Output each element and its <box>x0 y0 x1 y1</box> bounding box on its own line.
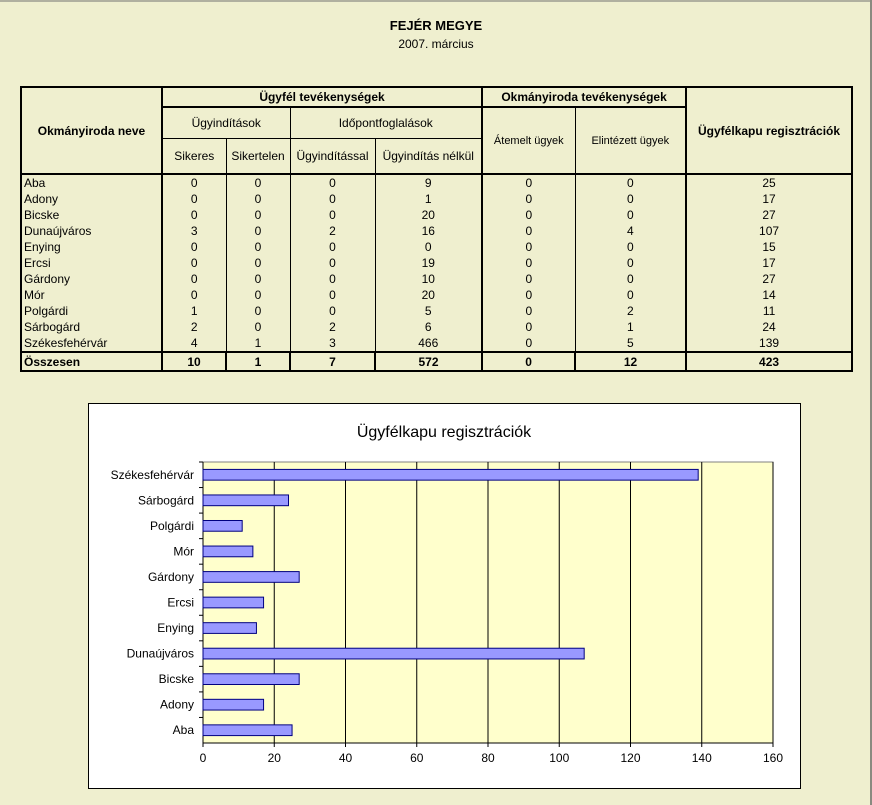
row-cell: 0 <box>482 223 575 239</box>
page-subtitle: 2007. március <box>398 37 474 51</box>
row-cell: 0 <box>226 207 290 223</box>
row-cell: 0 <box>226 271 290 287</box>
row-cell: 466 <box>375 335 482 352</box>
total-cell: 10 <box>162 352 226 371</box>
total-cell: 572 <box>375 352 482 371</box>
x-tick-label: 120 <box>620 751 641 765</box>
header-name: Okmányiroda neve <box>21 87 162 174</box>
row-name: Gárdony <box>21 271 162 287</box>
row-cell: 0 <box>482 239 575 255</box>
row-cell: 20 <box>375 287 482 303</box>
table-row <box>21 239 852 255</box>
total-label: Összesen <box>21 352 162 371</box>
row-cell: 0 <box>482 287 575 303</box>
row-cell: 0 <box>226 191 290 207</box>
row-name: Bicske <box>21 207 162 223</box>
row-cell: 27 <box>686 207 852 223</box>
row-cell: 0 <box>290 174 375 191</box>
row-cell: 0 <box>482 207 575 223</box>
bar <box>203 546 253 557</box>
row-cell: 11 <box>686 303 852 319</box>
row-cell: 0 <box>290 303 375 319</box>
bar <box>203 597 264 608</box>
header-completed: Elintézett ügyek <box>575 107 686 174</box>
bar <box>203 520 242 531</box>
row-cell: 6 <box>375 319 482 335</box>
row-cell: 0 <box>482 319 575 335</box>
x-tick-label: 100 <box>549 751 570 765</box>
total-cell: 12 <box>575 352 686 371</box>
row-cell: 2 <box>575 303 686 319</box>
total-cell: 0 <box>482 352 575 371</box>
row-cell: 0 <box>575 287 686 303</box>
table-row <box>21 319 852 335</box>
bar <box>203 674 299 685</box>
y-category-label: Bicske <box>158 672 194 687</box>
row-cell: 0 <box>482 174 575 191</box>
row-cell: 3 <box>162 223 226 239</box>
bar <box>203 699 264 710</box>
row-cell: 24 <box>686 319 852 335</box>
row-cell: 0 <box>226 255 290 271</box>
table-row <box>21 303 852 319</box>
y-category-label: Enying <box>157 621 194 636</box>
row-cell: 0 <box>290 207 375 223</box>
row-cell: 0 <box>290 239 375 255</box>
row-cell: 0 <box>162 255 226 271</box>
table-row <box>21 271 852 287</box>
x-tick-label: 160 <box>762 751 784 765</box>
row-name: Ercsi <box>21 255 162 271</box>
row-cell: 0 <box>482 335 575 352</box>
bar <box>203 495 289 506</box>
row-cell: 4 <box>575 223 686 239</box>
row-cell: 3 <box>290 335 375 352</box>
bar <box>203 623 256 634</box>
table-row <box>21 223 852 239</box>
row-cell: 0 <box>226 223 290 239</box>
row-cell: 10 <box>375 271 482 287</box>
row-cell: 0 <box>162 191 226 207</box>
row-cell: 0 <box>162 287 226 303</box>
row-name: Adony <box>21 191 162 207</box>
row-cell: 0 <box>290 287 375 303</box>
bar <box>203 469 698 480</box>
row-cell: 17 <box>686 255 852 271</box>
row-cell: 1 <box>375 191 482 207</box>
header-sub-appointments: Időpontfoglalások <box>290 107 482 139</box>
row-cell: 1 <box>162 303 226 319</box>
bar <box>203 725 292 736</box>
row-cell: 0 <box>162 207 226 223</box>
statistics-table <box>20 86 853 372</box>
x-tick-label: 40 <box>338 751 353 765</box>
row-name: Mór <box>21 287 162 303</box>
header-group-office: Okmányiroda tevékenységek <box>482 87 686 107</box>
row-cell: 0 <box>575 255 686 271</box>
bar <box>203 572 299 583</box>
row-cell: 0 <box>575 271 686 287</box>
row-name: Sárbogárd <box>21 319 162 335</box>
row-cell: 1 <box>226 335 290 352</box>
row-cell: 0 <box>482 303 575 319</box>
row-name: Aba <box>21 174 162 191</box>
y-category-label: Székesfehérvár <box>110 467 194 482</box>
y-category-label: Polgárdi <box>149 518 194 533</box>
row-cell: 2 <box>290 223 375 239</box>
row-cell: 0 <box>482 255 575 271</box>
row-cell: 25 <box>686 174 852 191</box>
row-cell: 107 <box>686 223 852 239</box>
x-tick-label: 20 <box>267 751 281 765</box>
row-cell: 5 <box>575 335 686 352</box>
row-cell: 2 <box>162 319 226 335</box>
row-cell: 0 <box>375 239 482 255</box>
header-unsuccessful: Sikertelen <box>226 139 290 175</box>
row-cell: 14 <box>686 287 852 303</box>
y-category-label: Ercsi <box>167 595 194 610</box>
row-cell: 0 <box>290 191 375 207</box>
table-row <box>21 207 852 223</box>
y-category-label: Dunaújváros <box>126 646 194 661</box>
y-category-label: Gárdony <box>147 569 194 584</box>
y-category-label: Mór <box>173 544 194 559</box>
window-frame-top <box>0 0 872 2</box>
total-cell: 7 <box>290 352 375 371</box>
row-cell: 0 <box>162 174 226 191</box>
row-cell: 0 <box>575 174 686 191</box>
row-name: Székesfehérvár <box>21 335 162 352</box>
y-category-label: Sárbogárd <box>137 493 194 508</box>
row-cell: 15 <box>686 239 852 255</box>
x-tick-label: 60 <box>410 751 424 765</box>
row-cell: 9 <box>375 174 482 191</box>
y-category-label: Aba <box>172 723 194 738</box>
row-cell: 0 <box>226 287 290 303</box>
row-cell: 0 <box>575 207 686 223</box>
y-category-label: Adony <box>159 697 194 712</box>
row-cell: 19 <box>375 255 482 271</box>
total-cell: 1 <box>226 352 290 371</box>
table-row <box>21 191 852 207</box>
page-title: FEJÉR MEGYE <box>389 18 483 33</box>
chart-title: Ügyfélkapu regisztrációk <box>356 424 532 441</box>
header-with-case: Ügyindítással <box>290 139 375 175</box>
row-name: Dunaújváros <box>21 223 162 239</box>
chart-svg <box>89 404 800 788</box>
x-tick-label: 0 <box>199 751 207 765</box>
header-group-customer: Ügyfél tevékenységek <box>162 87 482 107</box>
row-cell: 139 <box>686 335 852 352</box>
header-without-case: Ügyindítás nélkül <box>375 139 482 175</box>
row-cell: 20 <box>375 207 482 223</box>
row-name: Polgárdi <box>21 303 162 319</box>
row-cell: 4 <box>162 335 226 352</box>
row-cell: 0 <box>162 239 226 255</box>
row-cell: 0 <box>575 191 686 207</box>
table-row <box>21 287 852 303</box>
table-row <box>21 255 852 271</box>
x-tick-label: 140 <box>691 751 712 765</box>
row-cell: 5 <box>375 303 482 319</box>
row-cell: 0 <box>226 303 290 319</box>
table-row <box>21 174 852 191</box>
bar <box>203 648 584 659</box>
row-cell: 0 <box>482 191 575 207</box>
row-cell: 0 <box>162 271 226 287</box>
row-cell: 0 <box>290 271 375 287</box>
row-cell: 0 <box>226 239 290 255</box>
row-cell: 0 <box>290 255 375 271</box>
row-name: Enying <box>21 239 162 255</box>
header-sub-cases: Ügyindítások <box>162 107 290 139</box>
row-cell: 1 <box>575 319 686 335</box>
registrations-chart <box>88 403 801 789</box>
header-successful: Sikeres <box>162 139 226 175</box>
row-cell: 0 <box>575 239 686 255</box>
row-cell: 0 <box>482 271 575 287</box>
row-cell: 27 <box>686 271 852 287</box>
total-cell: 423 <box>686 352 852 371</box>
header-registrations: Ügyfélkapu regisztrációk <box>686 87 852 174</box>
row-cell: 0 <box>226 174 290 191</box>
row-cell: 2 <box>290 319 375 335</box>
row-cell: 0 <box>226 319 290 335</box>
row-cell: 17 <box>686 191 852 207</box>
header-transferred: Átemelt ügyek <box>482 107 575 174</box>
x-tick-label: 80 <box>481 751 495 765</box>
table-row <box>21 335 852 352</box>
row-cell: 16 <box>375 223 482 239</box>
